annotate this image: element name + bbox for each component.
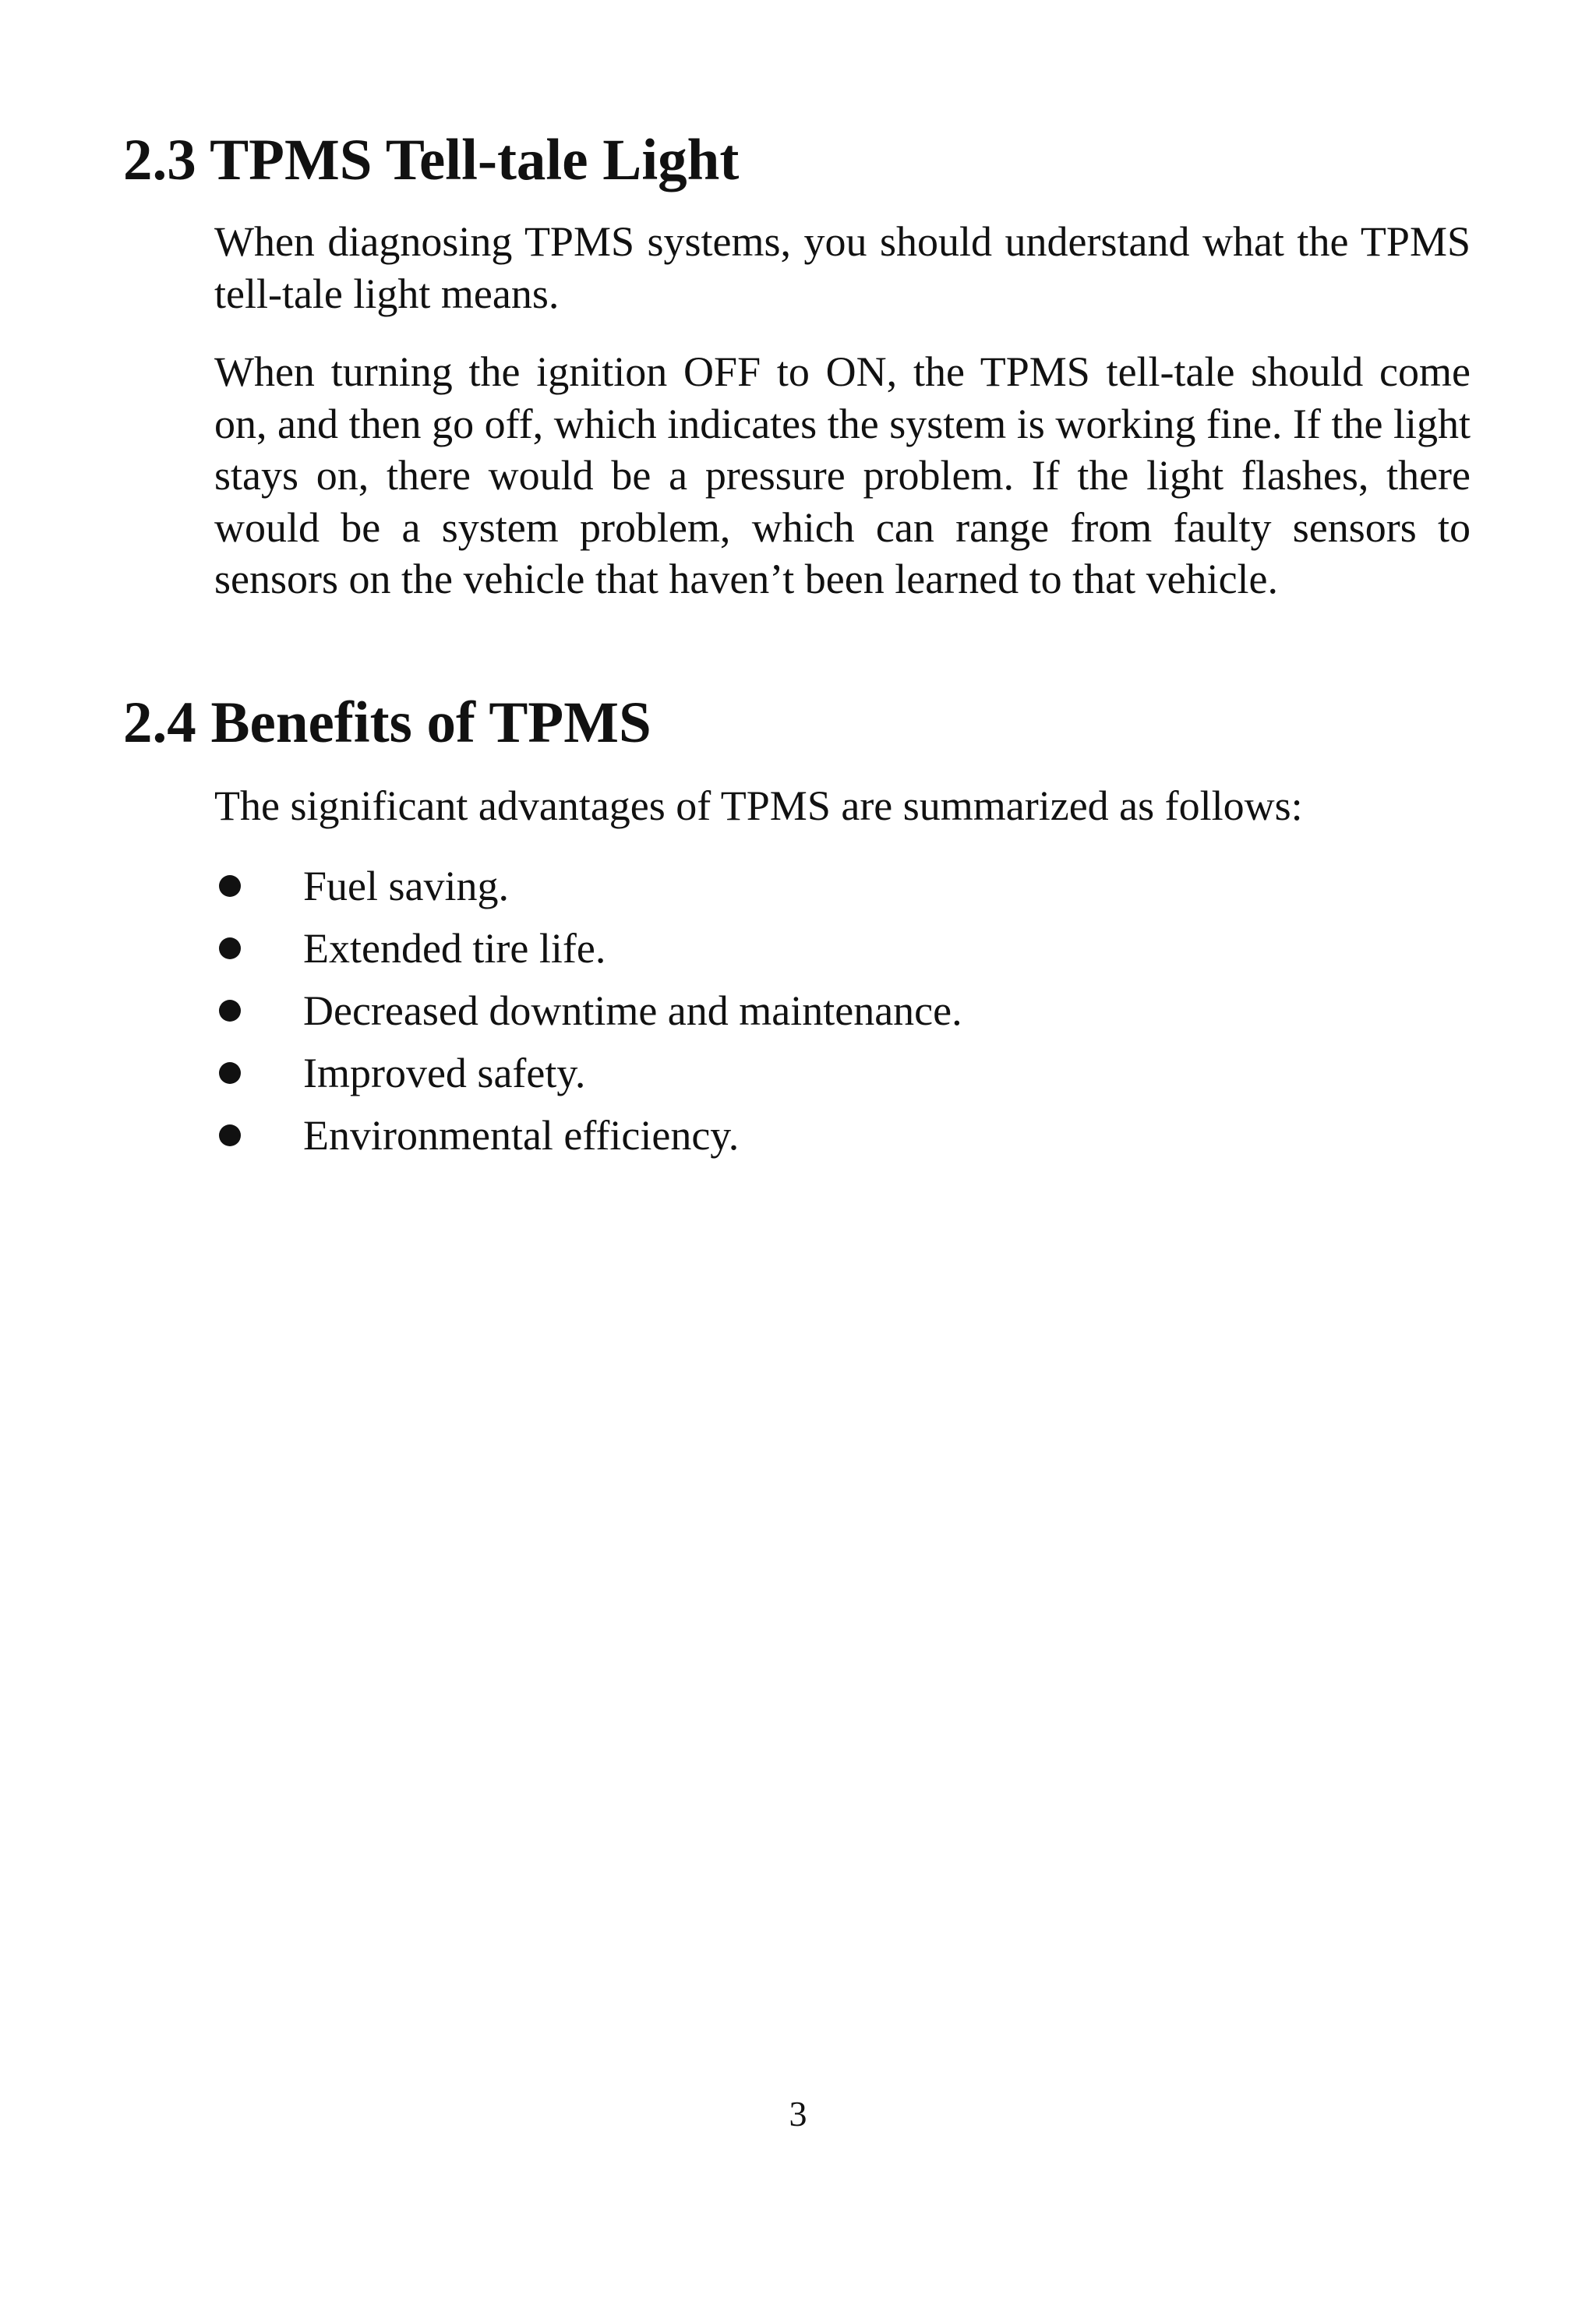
- bullet-icon: [219, 1124, 241, 1146]
- section-heading-benefits-of-tpms: 2.4 Benefits of TPMS: [123, 690, 651, 755]
- paragraph-diagnosing-intro: When diagnosing TPMS systems, you should understand what the TPMS tell-tale light means.: [214, 218, 1471, 317]
- bullet-icon: [219, 875, 241, 897]
- list-item: [214, 980, 962, 1042]
- benefits-list: [214, 855, 962, 1167]
- page-number: 3: [789, 2094, 807, 2134]
- bullet-icon: [219, 1000, 241, 1022]
- bullet-icon: [219, 937, 241, 959]
- bullet-icon: [219, 1062, 241, 1084]
- paragraph-benefits-intro: The significant advantages of TPMS are summarized as follows:: [214, 782, 1303, 829]
- list-item: [214, 855, 962, 917]
- list-item: [214, 917, 962, 980]
- list-item-text: Environmental efficiency.: [303, 1112, 740, 1159]
- paragraph-ignition-behavior: When turning the ignition OFF to ON, the TPMS tell-tale should come on, and then go off, which indicates the system is working fine. If the light stays on, there would be a pressure problem. If the light flashes, there would be a system problem, which can range from faulty sensors to sensors on the vehicle that haven’t been learned to that vehicle.: [214, 348, 1471, 602]
- list-item-text: Fuel saving.: [303, 863, 509, 909]
- list-item: [214, 1104, 962, 1167]
- list-item-text: Extended tire life.: [303, 925, 606, 972]
- list-item-text: Decreased downtime and maintenance.: [303, 987, 962, 1034]
- list-item: [214, 1042, 962, 1104]
- section-heading-tpms-tell-tale-light: 2.3 TPMS Tell-tale Light: [123, 128, 740, 192]
- list-item-text: Improved safety.: [303, 1050, 586, 1096]
